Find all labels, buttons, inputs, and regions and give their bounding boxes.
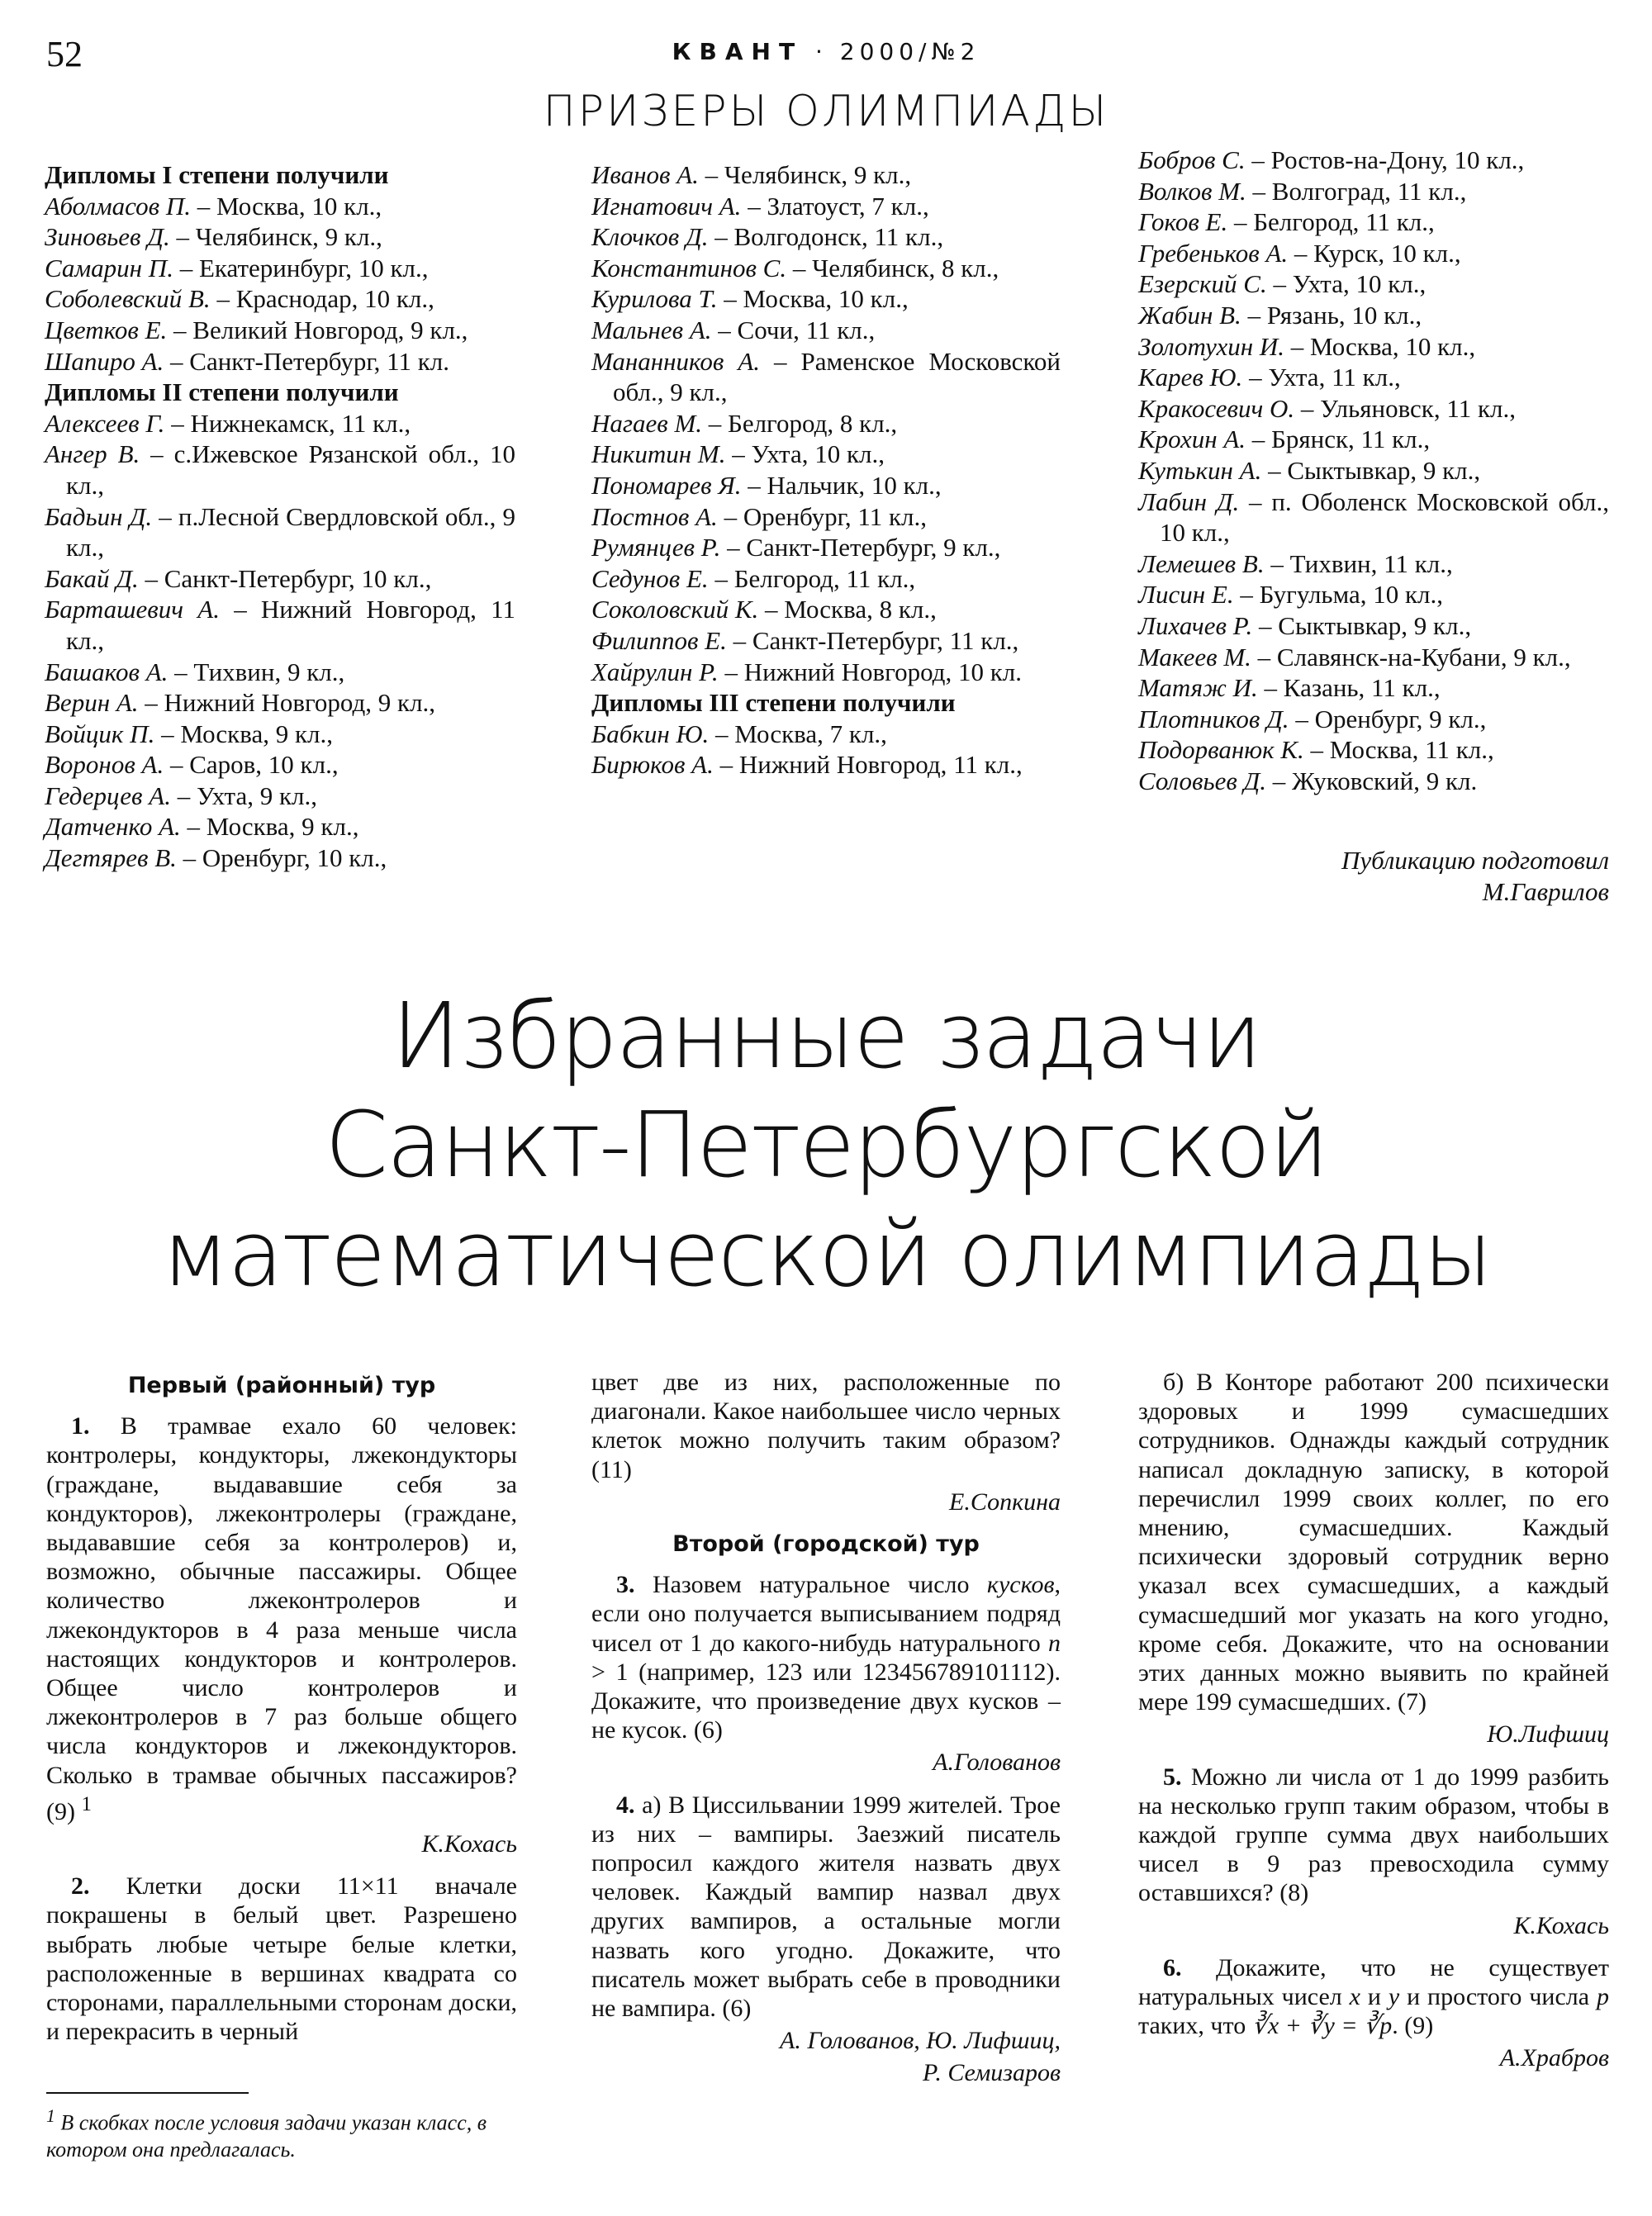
title-line-3: математической олимпиады (160, 1201, 1492, 1307)
problem-text: а) В Циссильвании 1999 жителей. Трое из них – вампиры. Заезжий писатель попросил каждого жителя назвать двух человек. Каждый вампир назвал двух других вампиров, а остальные могли назвать кого угодно. Докажите, что писатель может выбрать себе в проводники не вампира. (6) (591, 1791, 1061, 2023)
winner-entry (1138, 424, 1609, 455)
winner-entry (591, 346, 1061, 408)
winner-name: Бирюков А. (591, 750, 714, 780)
tour-heading-2: Второй (городской) тур (672, 1531, 980, 1558)
problem-text: Назовем натуральное число (634, 1571, 987, 1599)
winner-entry (591, 315, 1061, 346)
winner-name: Хайрулин Р. (591, 657, 719, 686)
article-title (0, 981, 1652, 1308)
winner-entry (591, 719, 1061, 750)
issue-number: · 2000/№2 (814, 38, 980, 65)
winner-entry (1138, 734, 1609, 766)
winner-entry (591, 532, 1061, 563)
footnote-ref: 1 (81, 1792, 92, 1815)
winner-name: Бобров С. (1138, 145, 1246, 174)
winner-entry (45, 719, 515, 750)
winner-entry (591, 749, 1061, 781)
winner-entry (45, 221, 515, 253)
winner-details: – Казань, 11 кл., (1257, 673, 1441, 703)
winner-entry (1138, 331, 1609, 363)
winner-details: – Оренбург, 9 кл., (1289, 704, 1487, 733)
problem-author: К.Кохась (1513, 1911, 1609, 1939)
winner-details: – Ухта, 10 кл., (725, 439, 885, 469)
winners-column-2 (591, 159, 1061, 781)
winner-details: – Белгород, 11 кл., (1227, 207, 1435, 237)
problem-author: Е.Сопкина (949, 1488, 1061, 1516)
winner-details: – Великий Новгород, 9 кл., (167, 315, 468, 344)
winner-details: – Раменское Московской обл., 9 кл., (613, 346, 1061, 407)
journal-name: КВАНТ (672, 38, 804, 65)
winner-name: Лемешев В. (1138, 548, 1265, 578)
problem-author: Ю.Лифшиц (1487, 1720, 1609, 1749)
winner-entry (591, 563, 1061, 595)
winner-entry (1138, 300, 1609, 331)
problem-author: Р. Семизаров (923, 2059, 1061, 2087)
winner-entry (1138, 393, 1609, 425)
winner-name: Постнов А. (591, 501, 718, 531)
page-number: 52 (46, 34, 83, 74)
title-line-1: Избранные задачи (392, 983, 1260, 1089)
problem-text: и (1360, 1983, 1389, 2011)
winner-details: – с.Ижевское Рязанской обл., 10 кл., (66, 439, 515, 500)
problem-text: и простого числа (1399, 1983, 1597, 2011)
winner-entry (591, 501, 1061, 533)
winner-name: Карев Ю. (1138, 363, 1243, 392)
winner-name: Мальнев А. (591, 315, 712, 344)
winner-name: Барташевич А. (45, 595, 220, 624)
winner-details: – Белгород, 11 кл., (708, 563, 916, 593)
winner-details: – Волгоград, 11 кл., (1246, 176, 1467, 206)
winner-entry (1138, 206, 1609, 238)
winner-entry (591, 191, 1061, 222)
winner-details: – Сыктывкар, 9 кл., (1261, 455, 1481, 485)
winner-details: – Ухта, 9 кл., (170, 781, 317, 810)
winner-name: Иванов А. (591, 160, 699, 189)
winner-name: Игнатович А. (591, 191, 742, 221)
problem-text: Докажите, что не существует натуральных чисел (1138, 1953, 1609, 2011)
winner-name: Гоков Е. (1138, 207, 1228, 237)
term-kusok: кусков (986, 1571, 1055, 1599)
winner-details: – Челябинск, 9 кл., (169, 222, 382, 252)
winner-name: Верин А. (45, 688, 139, 718)
winner-details: – Екатеринбург, 10 кл., (173, 253, 429, 282)
winner-entry (45, 842, 515, 874)
winner-name: Ангер В. (45, 439, 140, 469)
winner-details: – Ульяновск, 11 кл., (1294, 393, 1516, 423)
winner-details: – Жуковский, 9 кл. (1266, 766, 1478, 795)
winner-entry (1138, 238, 1609, 269)
winner-details: – Сыктывкар, 9 кл., (1252, 610, 1472, 640)
winner-name: Константинов С. (591, 253, 787, 282)
problem-6 (1138, 1953, 1609, 2041)
problems-column-1 (46, 1368, 517, 2046)
winner-name: Дегтярев В. (45, 843, 177, 873)
winner-details: – Ухта, 11 кл., (1242, 363, 1401, 392)
problem-number: 2. (71, 1872, 90, 1900)
winner-name: Кракосевич О. (1138, 393, 1295, 423)
problems-column-2 (591, 1368, 1061, 2101)
winner-name: Подорванюк К. (1138, 735, 1304, 765)
problem-number: 3. (616, 1571, 635, 1599)
winner-entry (45, 408, 515, 439)
winner-name: Пономарев Я. (591, 470, 742, 500)
winner-details: – Оренбург, 11 кл., (717, 501, 927, 531)
winners-column-3 (1138, 145, 1609, 796)
winner-entry (45, 346, 515, 377)
winner-name: Зиновьев Д. (45, 222, 170, 252)
winner-details: – Нижний Новгород, 10 кл. (718, 657, 1022, 686)
winner-entry (1138, 766, 1609, 797)
winner-details: – Москва, 11 кл., (1303, 735, 1494, 765)
winner-entry (1138, 145, 1609, 176)
winner-entry (591, 625, 1061, 657)
winner-entry (1138, 548, 1609, 580)
winner-name: Самарин П. (45, 253, 173, 282)
winner-details: – Нижний Новгород, 11 кл., (713, 750, 1023, 780)
winner-entry (591, 439, 1061, 470)
winner-name: Жабин В. (1138, 300, 1241, 330)
winner-details: – Тихвин, 11 кл., (1264, 548, 1453, 578)
winner-details: – Санкт-Петербург, 11 кл. (164, 346, 449, 376)
winner-name: Седунов Е. (591, 563, 709, 593)
winner-details: – Санкт-Петербург, 9 кл., (720, 533, 1001, 562)
winner-entry (591, 221, 1061, 253)
winner-entry (45, 687, 515, 719)
winner-entry (1138, 672, 1609, 704)
winner-name: Никитин М. (591, 439, 726, 469)
winner-entry (1138, 362, 1609, 393)
running-header (0, 38, 1652, 65)
winner-entry (45, 657, 515, 688)
winner-name: Бабкин Ю. (591, 719, 710, 748)
footnote (46, 2103, 517, 2163)
winner-details: – Нижнекамск, 11 кл., (164, 408, 411, 438)
winner-name: Алексеев Г. (45, 408, 165, 438)
winner-details: – Краснодар, 10 кл., (210, 284, 434, 314)
footnote-mark: 1 (46, 2106, 55, 2126)
problem-4b: б) В Конторе работают 200 психически здоровых и 1999 сумасшедших сотрудников. Однажды каждый сотрудник написал докладную записку, в которой перечислил 1999 своих коллег, по его мнению, сумасшедших. Каждый психически здоровый сотрудник верно указал всех сумасшедших, а каждый сумасшедший мог указать на кого угодно, кроме себя. Докажите, что на основании этих данных можно выявить по крайней мере 199 сумасшедших. (7) (1138, 1369, 1609, 1716)
winner-name: Плотников Д. (1138, 704, 1289, 733)
winner-entry (45, 439, 515, 501)
winner-details: – Златоуст, 7 кл., (741, 191, 929, 221)
problem-2 (46, 1872, 517, 2046)
winner-details: – Челябинск, 9 кл., (698, 160, 912, 189)
problem-text: В трамвае ехало 60 человек: контролеры, кондукторы, лжекондукторы (граждане, выдававшие себя за кондукторов), лжеконтролеры (граждане, выдававшие себя за контролеров) и, возможно, обычные пассажиры. Общее количество лжеконтролеров и лжекондукторов в 4 раза меньше числа настоящих кондукторов и контролеров. Общее число контролеров и лжеконтролеров в 7 раз больше общего числа кондукторов и лжекондукторов. Сколько в трамвае обычных пассажиров? (9) (46, 1412, 517, 1825)
winner-details: – Брянск, 11 кл., (1246, 425, 1431, 454)
winner-name: Цветков Е. (45, 315, 168, 344)
diploma-heading: Дипломы I степени получили (45, 160, 389, 189)
winner-entry (591, 253, 1061, 284)
winner-details: – Санкт-Петербург, 10 кл., (138, 563, 432, 593)
winner-name: Филиппов Е. (591, 625, 727, 655)
problem-author: К.Кохась (421, 1830, 517, 1858)
variable-n: n (1048, 1629, 1061, 1657)
winner-details: – Волгодонск, 11 кл., (708, 222, 944, 252)
winner-details: – Санкт-Петербург, 11 кл., (726, 625, 1019, 655)
credit-author: М.Гаврилов (1482, 876, 1609, 906)
winner-entry (1138, 642, 1609, 673)
winner-entry (45, 501, 515, 563)
winner-name: Бадьин Д. (45, 501, 153, 531)
winner-name: Лисин Е. (1138, 580, 1234, 610)
winner-details: – Москва, 10 кл., (1284, 331, 1476, 361)
winner-entry (45, 811, 515, 842)
winner-entry (591, 657, 1061, 688)
section-title: ПРИЗЕРЫ ОЛИМПИАДЫ (543, 87, 1109, 136)
winner-name: Макеев М. (1138, 642, 1251, 671)
winner-entry (591, 594, 1061, 625)
winner-details: – Москва, 8 кл., (758, 595, 937, 624)
problem-number: 6. (1163, 1953, 1182, 1981)
winner-details: – Славянск-на-Кубани, 9 кл., (1251, 642, 1571, 671)
winner-entry (1138, 486, 1609, 548)
winner-name: Золотухин И. (1138, 331, 1284, 361)
winner-details: – Оренбург, 10 кл., (176, 843, 387, 873)
radical-formula: ∛x + ∛y = ∛p (1251, 2012, 1393, 2040)
winner-name: Гедерцев А. (45, 781, 171, 810)
problem-1 (46, 1412, 517, 1826)
winner-name: Курилова Т. (591, 284, 718, 314)
winners-column-1 (45, 159, 515, 874)
winner-entry (45, 781, 515, 812)
winner-name: Крохин А. (1138, 425, 1246, 454)
winner-entry (591, 283, 1061, 315)
problem-2-continued: цвет две из них, расположенные по диагонали. Какое наибольшее число черных клеток можно получить таким образом? (11) (591, 1369, 1061, 1483)
winner-name: Волков М. (1138, 176, 1246, 206)
winner-entry (1138, 704, 1609, 735)
winner-name: Воронов А. (45, 750, 164, 780)
problem-text: > 1 (например, 123 или 123456789101112). Докажите, что произведение двух кусков – не кусок. (6) (591, 1658, 1061, 1744)
problem-text: . (9) (1392, 2012, 1434, 2040)
winner-name: Лабин Д. (1138, 486, 1240, 516)
winner-entry (591, 470, 1061, 501)
problems-column-3 (1138, 1368, 1609, 2086)
problem-author: А.Голованов (933, 1749, 1061, 1777)
winner-name: Нагаев М. (591, 408, 703, 438)
winner-name: Клочков Д. (591, 222, 709, 252)
winner-name: Датченко А. (45, 812, 181, 842)
problem-number: 1. (71, 1412, 90, 1440)
winner-name: Войцик П. (45, 719, 155, 748)
problem-text: Клетки доски 11×11 вначале покрашены в белый цвет. Разрешено выбрать любые четыре белые клетки, расположенные в вершинах квадрата со сторонами, параллельными сторонам доски, и перекрасить в черный (46, 1872, 517, 2046)
footnote-rule (46, 2092, 249, 2094)
winner-name: Бакай Д. (45, 563, 139, 593)
winner-name: Аболмасов П. (45, 191, 192, 221)
winner-name: Гребеньков А. (1138, 238, 1289, 268)
winner-details: – Нижний Новгород, 11 кл., (66, 595, 515, 655)
winner-details: – Тихвин, 9 кл., (168, 657, 345, 686)
problem-text: таких, что (1138, 2012, 1252, 2040)
winner-entry (45, 594, 515, 656)
publication-credit (1138, 845, 1609, 907)
problem-number: 5. (1163, 1763, 1182, 1791)
winner-details: – Ухта, 10 кл., (1266, 269, 1427, 299)
winner-entry (1138, 176, 1609, 207)
winner-entry (45, 563, 515, 595)
variable-y: y (1388, 1983, 1400, 2011)
diploma-heading: Дипломы II степени получили (45, 377, 399, 407)
winner-name: Румянцев Р. (591, 533, 721, 562)
winner-details: – п. Оболенск Московской обл., 10 кл., (1160, 486, 1609, 548)
winner-details: – Москва, 10 кл., (717, 284, 909, 314)
winner-name: Шапиро А. (45, 346, 164, 376)
credit-line: Публикацию подготовил (1341, 846, 1609, 875)
winner-name: Соловьев Д. (1138, 766, 1267, 795)
winner-details: – Ростов-на-Дону, 10 кл., (1245, 145, 1525, 174)
title-line-2: Санкт-Петербургской (325, 1092, 1327, 1198)
winner-name: Лихачев Р. (1138, 610, 1253, 640)
winner-details: – Нижний Новгород, 9 кл., (138, 688, 436, 718)
problem-3 (591, 1570, 1061, 1744)
winner-name: Соболевский В. (45, 284, 211, 314)
winner-details: – Сочи, 11 кл., (711, 315, 876, 344)
winner-details: – Москва, 9 кл., (180, 812, 359, 842)
problem-author: А. Голованов, Ю. Лифшиц, (780, 2027, 1061, 2055)
winner-details: – Москва, 7 кл., (709, 719, 887, 748)
winner-details: – Москва, 9 кл., (154, 719, 333, 748)
problem-author: А.Храбров (1499, 2044, 1609, 2072)
tour-heading-1: Первый (районный) тур (127, 1373, 436, 1398)
winner-name: Мананников А. (591, 346, 760, 376)
winner-entry (591, 159, 1061, 191)
problem-number: 4. (616, 1791, 635, 1819)
winner-name: Башаков А. (45, 657, 169, 686)
winner-details: – Белгород, 8 кл., (702, 408, 898, 438)
winner-details: – Челябинск, 8 кл., (786, 253, 999, 282)
winner-entry (1138, 455, 1609, 486)
winner-entry (591, 408, 1061, 439)
winner-entry (1138, 610, 1609, 642)
winner-details: – Рязань, 10 кл., (1241, 300, 1422, 330)
winner-details: – п.Лесной Свердловской обл., 9 кл., (66, 501, 515, 562)
winner-details: – Курск, 10 кл., (1288, 238, 1461, 268)
winner-entry (1138, 268, 1609, 300)
winner-details: – Саров, 10 кл., (164, 750, 339, 780)
problem-5 (1138, 1763, 1609, 1908)
winner-name: Кутькин А. (1138, 455, 1262, 485)
footnote-text: В скобках после условия задачи указан класс, в котором она предлагалась. (46, 2110, 487, 2161)
problem-text: Можно ли числа от 1 до 1999 разбить на несколько групп таким образом, чтобы в каждой группе сумма двух наибольших чисел в 9 раз превосходила сумму оставшихся? (8) (1138, 1763, 1609, 1907)
variable-x: x (1349, 1983, 1360, 2011)
winner-entry (45, 315, 515, 346)
winner-details: – Бугульма, 10 кл., (1233, 580, 1444, 610)
winner-name: Соколовский К. (591, 595, 759, 624)
winner-name: Матяж И. (1138, 673, 1258, 703)
winner-entry (45, 191, 515, 222)
winner-entry (45, 749, 515, 781)
winner-entry (45, 283, 515, 315)
problem-4a (591, 1791, 1061, 2024)
winner-entry (1138, 579, 1609, 610)
problem-text: , если оно получается выписыванием подряд чисел от 1 до какого-нибудь натурального (591, 1571, 1061, 1657)
winner-name: Езерский С. (1138, 269, 1267, 299)
winner-entry (45, 253, 515, 284)
variable-p: p (1596, 1983, 1609, 2011)
winner-details: – Нальчик, 10 кл., (741, 470, 942, 500)
winner-details: – Москва, 10 кл., (191, 191, 382, 221)
diploma-heading: Дипломы III степени получили (591, 688, 956, 718)
